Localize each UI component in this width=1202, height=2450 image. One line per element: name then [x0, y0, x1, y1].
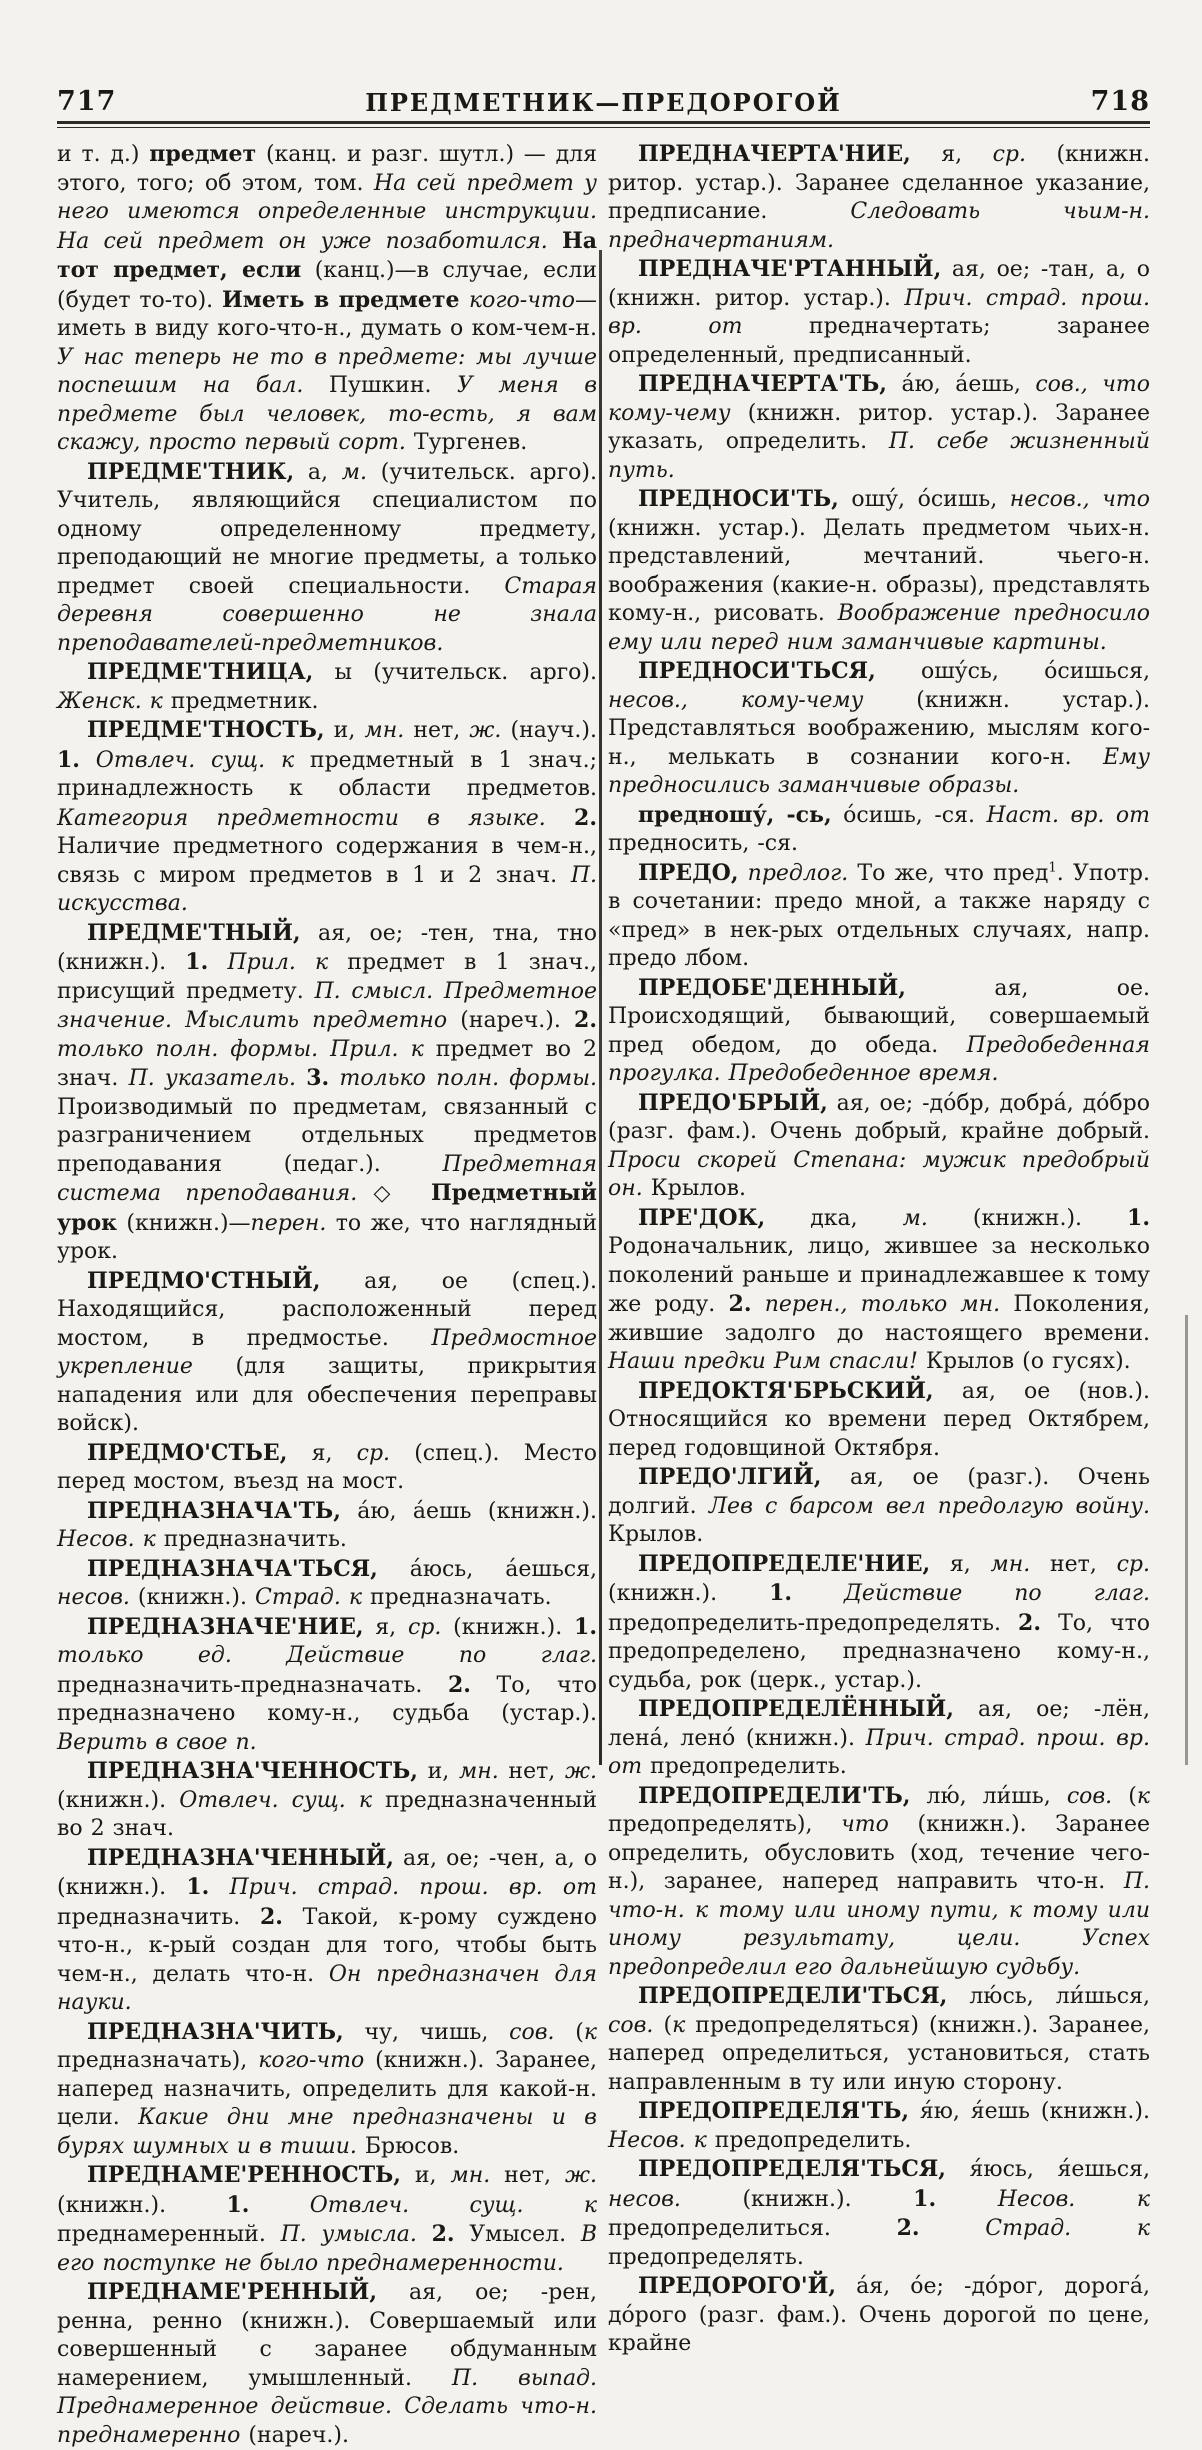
text-run: ПРЕДМЕ'ТНИК,: [87, 458, 295, 485]
text-run: 1: [1048, 860, 1057, 876]
dictionary-entry: [608, 2097, 1150, 2155]
text-run: ая, ое; -тен, тна, тно (книжн.).: [57, 920, 597, 975]
text-run: ПРЕДО,: [638, 859, 739, 886]
text-run: предношу́, -сь,: [638, 801, 832, 828]
text-run: ПРЕДОПРЕДЕЛИ'ТЬСЯ,: [638, 1983, 948, 2009]
right-column: [608, 140, 1150, 2359]
text-run: П. искусства.: [57, 862, 597, 916]
dictionary-entry: [608, 2155, 1150, 2272]
text-run: дка,: [765, 1205, 903, 1231]
text-run: [417, 2222, 432, 2247]
text-run: (: [1112, 1783, 1137, 1809]
text-run: То, что предназначено кому-н., судьба (устар.).: [57, 1672, 598, 1726]
text-run: [792, 1581, 844, 1606]
text-run: лю́, ли́шь,: [910, 1783, 1067, 1809]
text-run: я,: [930, 1551, 991, 1577]
text-run: ПРЕДНОСИ'ТЬ,: [638, 486, 839, 512]
running-head: ПРЕДМЕТНИК—ПРЕДОРОГОЙ: [365, 88, 842, 117]
text-run: ПРЕДОБЕ'ДЕННЫЙ,: [638, 974, 906, 1001]
text-run: (канц.)—в случае, если (будет то-то).: [57, 258, 597, 313]
text-run: Прич. страд. прош. вр. от: [229, 1875, 598, 1900]
dictionary-entry: [608, 370, 1150, 485]
text-run: (книжн.).: [57, 1787, 180, 1813]
text-run: несов.: [608, 2186, 681, 2212]
text-run: а,: [294, 459, 342, 485]
scan-edge-artifact: [1185, 1315, 1188, 1765]
text-run: Прич. страд. прош. вр. от: [608, 1725, 1150, 1779]
text-run: 2.: [728, 1291, 752, 1317]
text-run: Лев с барсом вел предолгую войну.: [708, 1493, 1150, 1519]
text-run: предопределить.: [706, 2127, 912, 2153]
dictionary-entry: [57, 2278, 597, 2450]
text-run: ПРЕДО'БРЫЙ,: [638, 1089, 828, 1116]
text-run: предначертать; заранее определенный, предписанный.: [608, 314, 1151, 368]
dictionary-entry: [608, 1782, 1150, 1983]
text-run: Крылов.: [608, 1522, 704, 1547]
text-run: (книжн.)—: [117, 1210, 251, 1236]
text-run: [936, 2187, 998, 2212]
dictionary-entry: [608, 255, 1150, 370]
dictionary-entry: [57, 919, 597, 1267]
text-run: [329, 1066, 339, 1091]
text-run: П. выпад. Преднамеренное действие. Сделать что-н. преднамеренно: [57, 2365, 597, 2448]
text-run: Иметь в предмете: [221, 286, 470, 313]
text-run: (книжн. устар.). Делать предметом чьих-н. представлений, мечтаний. чьего-н. воображения (какие-н. образы), представлять кому-н., рисовать.: [608, 515, 1150, 626]
text-run: ПРЕДМЕ'ТНОСТЬ,: [87, 717, 325, 743]
text-run: ПРЕДОПРЕДЕЛЕ'НИЕ,: [638, 1550, 931, 1577]
text-run: м.: [341, 459, 367, 485]
dictionary-entry: [608, 1089, 1150, 1204]
text-run: Предметная система преподавания.: [57, 1151, 597, 1206]
text-run: П. себе жизненный путь.: [608, 429, 1150, 483]
text-run: ПРЕДОПРЕДЕЛЁННЫЙ,: [638, 1696, 954, 1722]
text-run: 1.: [913, 2185, 937, 2212]
text-run: я,: [910, 142, 993, 167]
text-run: ср.: [1116, 1551, 1150, 1577]
text-run: несов., кому-чему: [608, 687, 864, 713]
dictionary-entry: [57, 1267, 597, 1439]
text-run: 1.: [574, 1613, 597, 1640]
text-run: Несов. к: [57, 1527, 156, 1552]
text-run: П. что-н. к тому или иному пути, к тому или иному результату, цели. Успех предопределил его дальнейшую судьбу.: [608, 1869, 1150, 1980]
text-run: У меня в предмете был человек, то-есть, я вам скажу, просто первый сорт.: [57, 373, 598, 455]
text-run: [546, 806, 574, 831]
text-run: ж.: [469, 718, 502, 743]
text-run: 1.: [185, 949, 209, 975]
text-run: Такой, к-рому суждено что-н., к-рый создан для того, чтобы быть чем-н., делать что-н.: [57, 1904, 598, 1987]
text-run: и,: [417, 1759, 459, 1784]
text-run: ПРЕДОПРЕДЕЛИ'ТЬ,: [638, 1782, 911, 1809]
text-run: к: [672, 2012, 686, 2038]
text-run: (книжн. ритор. устар.). Заранее сделанное указание, предписание.: [608, 142, 1150, 224]
text-run: ПРЕДНАЧЕРТА'ТЬ,: [638, 371, 887, 397]
text-run: 1.: [769, 1580, 793, 1606]
text-run: (: [554, 2019, 584, 2045]
text-run: о́сишь, -ся.: [831, 802, 987, 828]
text-run: ж.: [564, 1759, 597, 1784]
text-run: перен., только мн.: [764, 1292, 1001, 1317]
text-run: ПРЕДОПРЕДЕЛЯ'ТЬ,: [638, 2098, 910, 2124]
text-run: 2.: [447, 1671, 471, 1698]
text-run: Тургенев.: [405, 430, 528, 455]
text-run: [80, 748, 96, 773]
text-run: [920, 2216, 986, 2241]
text-run: несов., что: [1009, 487, 1150, 512]
dictionary-entry: [608, 2272, 1150, 2359]
text-run: ср.: [407, 1614, 442, 1640]
text-run: 1.: [186, 1874, 210, 1900]
dictionary-entry: [57, 658, 597, 716]
text-run: ПРЕДМО'СТЬЕ,: [87, 1439, 288, 1466]
text-run: Крылов (о гусях).: [917, 1349, 1131, 1374]
dictionary-entry: [608, 801, 1150, 859]
text-run: Прич. страд. прош. вр. от: [608, 285, 1150, 339]
text-run: 1.: [1127, 1204, 1150, 1231]
text-run: Родоначальник, лицо, жившее за несколько поколений раньше и принадлежавшее к тому же роду.: [608, 1234, 1150, 1317]
text-run: Отвлеч. сущ. к: [95, 747, 295, 773]
text-run: ая, ое; -чен, а, о (книжн.).: [57, 1845, 597, 1900]
text-run: сов., что кому-чему: [608, 372, 1150, 426]
text-run: и,: [324, 718, 365, 743]
text-run: [751, 1292, 764, 1317]
text-run: то же, что наглядный урок.: [57, 1210, 597, 1264]
text-run: а́ю, а́ешь (книжн.).: [340, 1498, 597, 1524]
text-run: сов.: [608, 2012, 654, 2038]
text-run: (науч.).: [501, 718, 597, 743]
text-run: сов.: [509, 2019, 555, 2045]
text-run: ая, ое. Происходящий, бывающий, совершаемый пред обедом, до обеда.: [608, 975, 1150, 1058]
text-run: 2.: [431, 2221, 455, 2247]
text-run: м.: [902, 1205, 928, 1231]
text-run: а́ю, а́ешь,: [886, 372, 1036, 397]
text-run: Отвлеч. сущ. к: [309, 2192, 597, 2218]
text-run: Предобеденная прогулка. Предобеденное время.: [608, 1032, 1150, 1086]
text-run: У нас теперь не то в предмете: мы лучше поспешим на бал.: [57, 344, 597, 398]
text-run: ср.: [356, 1440, 391, 1466]
dictionary-entry: [608, 974, 1150, 1089]
text-run: 1.: [57, 746, 80, 773]
text-run: П. смысл. Предметное значение. Мыслить предметно: [57, 978, 597, 1033]
text-run: Какие дни мне предназначены и в бурях шумных и в тиши.: [57, 2105, 597, 2159]
text-run: Несов. к: [997, 2186, 1150, 2212]
text-run: (учительск. арго). Учитель, являющийся специалистом по одному определенному предмету, преподающий не многие предметы, а только предмет своей специальности.: [57, 459, 597, 599]
text-run: предлог.: [747, 860, 849, 886]
text-run: 2.: [574, 1007, 597, 1033]
text-run: ая, ое; -рен, ренна, ренно (книжн.). Совершаемый или совершенный с заранее обдуманным намерением, умышленный.: [57, 2280, 597, 2391]
text-run: Наст. вр. от: [986, 802, 1150, 828]
dictionary-entry: [608, 1204, 1150, 1377]
text-run: я,: [363, 1614, 408, 1640]
text-run: Категория предметности в языке.: [57, 805, 546, 831]
text-run: предмет во 2 знач.: [57, 1036, 597, 1091]
text-run: а́юсь, а́ешься,: [377, 1556, 597, 1582]
text-run: к: [583, 2019, 598, 2045]
dictionary-entry: [57, 1439, 597, 1497]
text-run: Воображение предносило ему или перед ним заманчивые картины.: [608, 601, 1151, 655]
text-run: (спец.). Место перед мостом, въезд на мост.: [57, 1440, 597, 1494]
text-run: (книжн. устар.). Представляться воображению, мыслям кого-н., мелькать в сознании кого-н.: [608, 687, 1150, 770]
text-run: ошу́сь, о́сишься,: [875, 659, 1150, 684]
text-run: Отвлеч. сущ. к: [179, 1787, 372, 1813]
text-run: Предмостное укрепление: [57, 1325, 597, 1379]
text-run: ПРЕДМО'СТНЫЙ,: [87, 1267, 321, 1294]
text-run: На тот предмет, если: [57, 227, 597, 283]
dictionary-entry: [57, 716, 597, 919]
text-run: [296, 1066, 306, 1091]
text-run: я́юсь, я́ешься,: [945, 2157, 1150, 2182]
text-run: мн.: [450, 2163, 491, 2188]
text-run: ПРЕДМЕ'ТНЫЙ,: [87, 919, 301, 946]
text-run: ПРЕДО'ЛГИЙ,: [638, 1464, 822, 1490]
text-run: нет,: [498, 1759, 565, 1784]
dictionary-entry: [608, 657, 1150, 801]
text-run: ПРЕДОКТЯ'БРЬСКИЙ,: [638, 1377, 934, 1404]
text-run: к: [1136, 1783, 1150, 1809]
text-run: чу, чишь,: [343, 2019, 510, 2045]
text-run: Крылов.: [642, 1176, 746, 1201]
text-run: ПРЕДНАЗНАЧА'ТЬСЯ,: [87, 1555, 378, 1582]
text-run: ая, ое; -лён, лена́, лено́ (книжн.).: [608, 1697, 1150, 1751]
text-run: (нареч.).: [447, 1008, 575, 1033]
page-number-left: 717: [57, 86, 117, 117]
text-run: Следовать чьим-н. предначертаниям.: [608, 199, 1150, 253]
text-run: П. умысла.: [280, 2222, 417, 2247]
text-run: предметный в 1 знач.; принадлежность к области предметов.: [57, 747, 597, 801]
text-run: ПРЕДНАЗНА'ЧИТЬ,: [87, 2018, 344, 2045]
text-run: и т. д.): [57, 142, 150, 167]
text-run: (книжн.).: [680, 2186, 914, 2212]
text-run: ПРЕДНАЗНАЧА'ТЬ,: [87, 1497, 341, 1524]
dictionary-entry: [57, 1844, 597, 2018]
text-run: Ему предносились заманчивые образы.: [608, 744, 1150, 798]
text-run: нет,: [490, 2163, 565, 2188]
text-run: только полн. формы. Прил. к: [57, 1036, 424, 1062]
dictionary-entry: [57, 1613, 597, 1758]
dictionary-entry: [57, 2018, 597, 2162]
text-run: ая, ое (спец.). Находящийся, расположенный перед мостом, в предмостье.: [57, 1268, 597, 1351]
text-run: (: [653, 2012, 673, 2038]
text-run: только полн. формы.: [339, 1066, 598, 1091]
text-run: 3.: [306, 1065, 330, 1091]
text-run: кого-что: [469, 287, 575, 313]
text-run: преднамеренный.: [57, 2222, 281, 2247]
text-run: предопределиться.: [608, 2216, 897, 2241]
text-run: я́ю, я́ешь (книжн.).: [909, 2099, 1150, 2124]
text-run: Проси скорей Степана: мужик предобрый он.: [608, 1147, 1150, 1201]
text-run: Старая деревня совершенно не знала преподавателей-предметников.: [57, 573, 597, 656]
text-run: и,: [400, 2163, 451, 2188]
text-run: ПРЕДМЕ'ТНИЦА,: [87, 659, 314, 685]
text-run: (книжн.).: [927, 1205, 1128, 1231]
text-run: (книжн.). Заранее, наперед назначить, определить для какой-н. цели.: [57, 2048, 598, 2130]
text-run: ая, ое (нов.). Относящийся ко времени перед Октябрем, перед годовщиной Октября.: [608, 1378, 1150, 1461]
text-run: (книжн.). Заранее определить, обусловить (ход, течение чего-н.), заранее, наперед направить что-н.: [608, 1812, 1150, 1894]
text-run: предназначить.: [155, 1527, 347, 1552]
text-run: (книжн.).: [608, 1581, 770, 1606]
dictionary-entry: [57, 1757, 597, 1844]
text-run: ПРЕДНАМЕ'РЕННОСТЬ,: [87, 2162, 401, 2188]
text-run: что: [841, 1812, 889, 1837]
text-run: Наличие предметного содержания в чем-н., связь с миром предметов в 1 и 2 знач.: [57, 834, 597, 888]
text-run: [738, 861, 747, 886]
text-run: ошу́, о́сишь,: [838, 487, 1010, 512]
dictionary-entry: [57, 1555, 597, 1613]
text-run: ая, ое; -тан, а, о (книжн. ритор. устар.).: [608, 257, 1150, 311]
text-run: предмет в 1 знач., присущий предмету.: [57, 950, 598, 1004]
text-run: Верить в свое п.: [57, 1729, 257, 1755]
text-run: только ед. Действие по глаг.: [57, 1643, 597, 1668]
text-run: нет,: [1030, 1551, 1117, 1577]
text-run: ПРЕДНАМЕ'РЕННЫЙ,: [87, 2279, 377, 2305]
dictionary-entry: [608, 1695, 1150, 1782]
text-run: сов.: [1066, 1783, 1113, 1809]
text-run: [249, 2193, 309, 2218]
dictionary-entry: [608, 485, 1150, 657]
text-run: (для защиты, прикрытия нападения или для обеспечения переправы войск).: [57, 1354, 597, 1436]
text-run: Страд. к: [985, 2216, 1150, 2241]
dictionary-entry: [608, 859, 1150, 974]
text-run: (книжн.).: [57, 2192, 227, 2218]
text-run: предносить, -ся.: [608, 831, 798, 856]
text-run: Умысел.: [454, 2222, 581, 2247]
text-run: Производимый по предметам, связанный с разграничением отдельных предметов преподавания (педаг.).: [57, 1094, 597, 1177]
column-divider: [599, 250, 602, 1765]
text-run: предназначать.: [361, 1585, 552, 1610]
dictionary-entry: [608, 140, 1150, 255]
text-run: ◇: [357, 1181, 431, 1206]
header-rule: [57, 121, 1150, 128]
text-run: 2.: [574, 804, 598, 831]
text-run: предопределять),: [608, 1812, 842, 1837]
text-run: предмет: [149, 141, 257, 167]
text-run: предназначить-предназначать.: [57, 1672, 448, 1698]
text-run: я,: [287, 1440, 357, 1466]
text-run: мн.: [364, 718, 405, 743]
text-run: а́я, о́е; -до́рог, дорога́, до́рого (разг. фам.). Очень дорогой по цене, крайне: [608, 2274, 1150, 2356]
text-run: Пушкин.: [303, 373, 457, 398]
text-run: Поколения, жившие задолго до настоящего времени.: [608, 1292, 1150, 1346]
text-run: мн.: [459, 1759, 499, 1784]
text-run: То, что предопределено, предназначено кому-н., судьба, рок (церк., устар.).: [608, 1610, 1150, 1693]
text-run: 2.: [1018, 1609, 1042, 1636]
text-run: нет,: [404, 718, 470, 743]
text-run: ж.: [564, 2163, 597, 2188]
text-run: (канц. и разг. шутл.) — для этого, того; об этом, том.: [57, 142, 597, 196]
text-run: предметник.: [162, 688, 319, 714]
text-run: Брюсов.: [356, 2133, 460, 2159]
dictionary-entry: [57, 140, 597, 458]
text-run: предопределить.: [642, 1754, 847, 1779]
text-run: Он предназначен для науки.: [57, 1961, 597, 2015]
text-run: ПРЕДНАЗНА'ЧЕННЫЙ,: [87, 1844, 394, 1871]
text-run: перен.: [250, 1210, 327, 1236]
text-run: (нареч.).: [240, 2422, 349, 2448]
dictionary-entry: [608, 1377, 1150, 1464]
text-run: ая, ое; -до́бр, добра́, до́бро (разг. фам.). Очень добрый, крайне добрый.: [608, 1090, 1150, 1144]
text-run: несов.: [57, 1585, 130, 1610]
text-run: ы (учительск. арго).: [313, 660, 597, 685]
text-run: На сей предмет у него имеются определенные инструкции. На сей предмет он уже позаботился.: [57, 170, 598, 254]
text-run: ср.: [992, 142, 1026, 167]
text-run: кого-что: [258, 2048, 365, 2073]
text-run: ПРЕДНАЗНАЧЕ'НИЕ,: [87, 1613, 364, 1640]
text-run: ПРЕДНАЗНА'ЧЕННОСТЬ,: [87, 1758, 418, 1784]
text-run: 2.: [896, 2215, 920, 2241]
dictionary-entry: [57, 1497, 597, 1555]
text-run: предназначенный во 2 знач.: [57, 1787, 597, 1841]
dictionary-entry: [608, 1982, 1150, 2097]
text-run: мн.: [990, 1551, 1031, 1577]
dictionary-entry: [57, 458, 597, 659]
text-run: Страд. к: [255, 1585, 362, 1610]
text-run: (книжн. ритор. устар.). Заранее указать, определить.: [608, 400, 1150, 454]
text-run: предназначать),: [57, 2048, 259, 2073]
text-run: Прил. к: [227, 950, 329, 975]
dictionary-entry: [608, 1550, 1150, 1696]
text-run: предопределять.: [608, 2244, 804, 2270]
text-run: [208, 950, 227, 975]
text-run: ПРЕДНАЧЕРТА'НИЕ,: [638, 141, 911, 167]
text-run: ая, ое (разг.). Очень долгий.: [608, 1465, 1150, 1519]
text-run: ПРЕДНОСИ'ТЬСЯ,: [638, 658, 876, 684]
text-run: П. указатель.: [128, 1066, 296, 1091]
text-run: . Употр. в сочетании: предо мной, а также наряду с «пред» в нек-рых отдельных случаях, напр. предо лбом.: [608, 860, 1150, 971]
text-run: Предметный урок: [57, 1180, 597, 1236]
text-run: лю́сь, ли́шься,: [947, 1984, 1150, 2009]
text-run: предопределить-предопределять.: [608, 1610, 1019, 1636]
text-run: То же, что пред: [848, 860, 1049, 886]
text-run: —иметь в виду кого-что-н., думать о ком-чем-н.: [57, 287, 597, 341]
text-run: (книжн.).: [129, 1585, 255, 1610]
text-run: Действие по глаг.: [844, 1581, 1150, 1606]
text-run: В его поступке не было преднамеренности.: [57, 2222, 598, 2276]
text-run: (книжн.).: [441, 1614, 575, 1640]
text-run: Наши предки Рим спасли!: [608, 1349, 918, 1374]
text-run: предопределяться) (книжн.). Заранее, наперед определиться, установиться, стать направленным в ту или иную сторону.: [608, 2012, 1150, 2095]
text-run: ПРЕ'ДОК,: [638, 1204, 766, 1231]
dictionary-entry: [57, 2161, 597, 2278]
page-number-right: 718: [1090, 86, 1150, 117]
text-run: ПРЕДОРОГО'Й,: [638, 2273, 837, 2299]
text-run: 2.: [259, 1903, 283, 1930]
text-run: предназначить.: [57, 1904, 260, 1930]
text-run: Несов. к: [608, 2127, 707, 2153]
dictionary-entry: [608, 1463, 1150, 1550]
page-header: [57, 86, 1150, 117]
left-column: [57, 140, 597, 2450]
text-run: 1.: [226, 2191, 250, 2218]
text-run: ПРЕДОПРЕДЕЛЯ'ТЬСЯ,: [638, 2156, 946, 2182]
text-run: ПРЕДНАЧЕ'РТАННЫЙ,: [638, 256, 942, 282]
text-run: Женск. к: [57, 688, 163, 714]
text-run: [209, 1875, 229, 1900]
